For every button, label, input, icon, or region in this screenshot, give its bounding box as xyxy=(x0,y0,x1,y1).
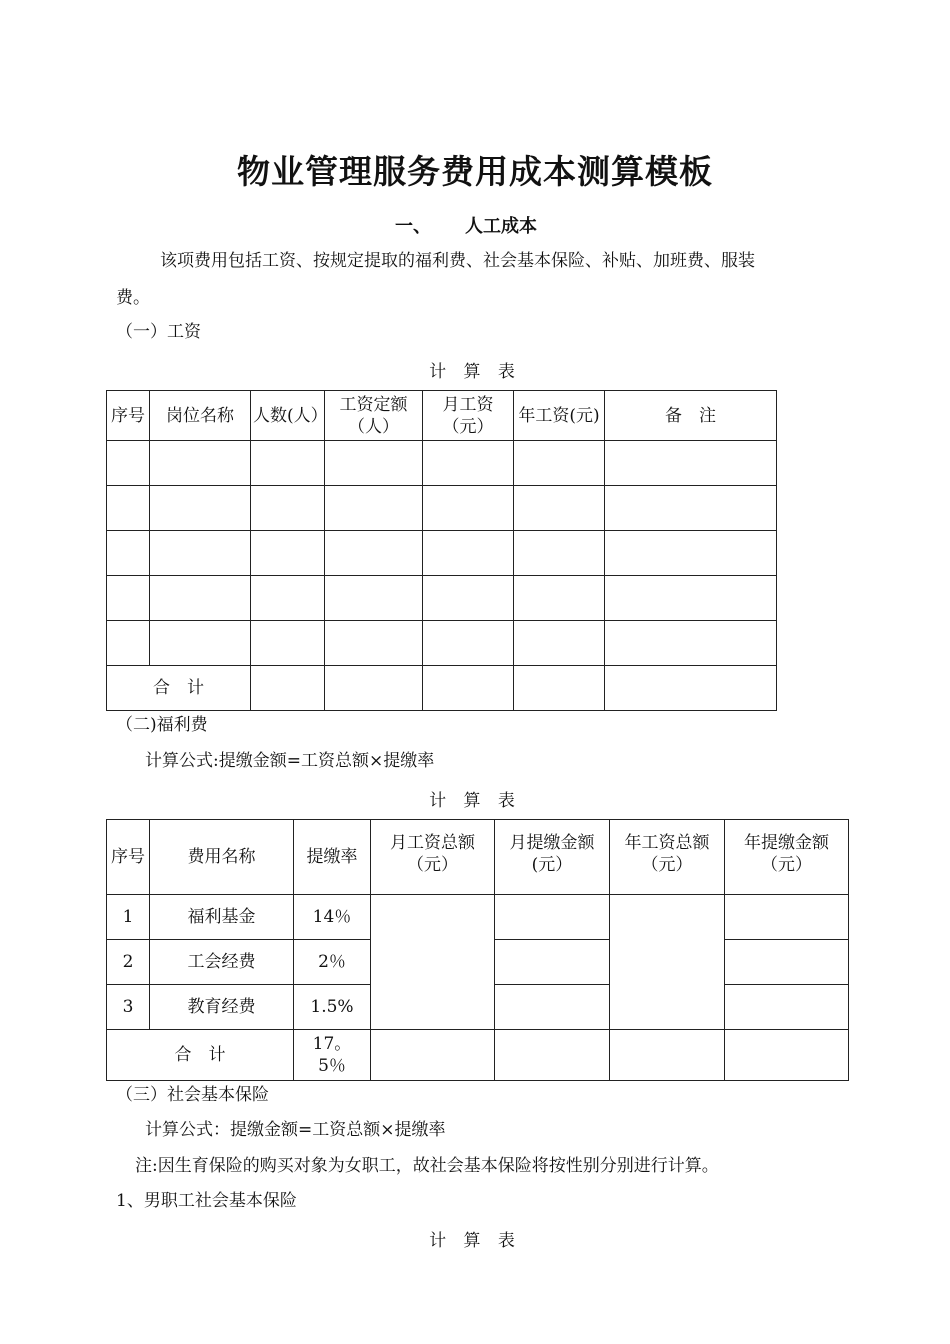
header-cell: 序号 xyxy=(107,391,150,441)
document-title: 物业管理服务费用成本测算模板 xyxy=(237,152,713,191)
fee-name: 工会经费 xyxy=(150,940,294,985)
header-cell: 备 注 xyxy=(605,391,777,441)
total-label: 合 计 xyxy=(107,1030,294,1081)
table-row xyxy=(107,441,777,486)
header-cell: 年工资总额（元） xyxy=(610,820,725,895)
table-caption-wages: 计 算 表 xyxy=(429,362,521,382)
welfare-calculation-table xyxy=(106,819,849,1081)
header-cell: 序号 xyxy=(107,820,150,895)
contribution-rate: 14％ xyxy=(294,895,371,940)
header-cell: 月工资总额（元） xyxy=(371,820,495,895)
total-label: 合 计 xyxy=(107,666,251,711)
table-row xyxy=(107,621,777,666)
subsection-welfare: （二)福利费 xyxy=(116,715,208,735)
header-cell: 提缴率 xyxy=(294,820,371,895)
header-cell: 工资定额（人） xyxy=(325,391,423,441)
header-cell: 人数(人） xyxy=(251,391,325,441)
header-cell: 月提缴金额(元） xyxy=(495,820,610,895)
wage-calculation-table xyxy=(106,390,777,711)
table-header-row xyxy=(107,391,777,441)
item-male-insurance: 1、男职工社会基本保险 xyxy=(116,1191,297,1211)
total-rate: 17。5％ xyxy=(294,1030,371,1081)
fee-name: 福利基金 xyxy=(150,895,294,940)
table-row xyxy=(107,576,777,621)
section-title: 人工成本 xyxy=(465,216,537,237)
row-number: 1 xyxy=(107,895,150,940)
table-row xyxy=(107,486,777,531)
table-total-row xyxy=(107,1030,849,1081)
contribution-rate: 1.5% xyxy=(294,985,371,1030)
header-cell: 月工资（元） xyxy=(423,391,514,441)
intro-paragraph-line1: 该项费用包括工资、按规定提取的福利费、社会基本保险、补贴、加班费、服装 xyxy=(160,251,755,271)
subsection-social-insurance: （三）社会基本保险 xyxy=(116,1085,269,1105)
table-total-row xyxy=(107,666,777,711)
formula-social-insurance: 计算公式：提缴金额=工资总额×提缴率 xyxy=(145,1120,446,1140)
header-cell: 岗位名称 xyxy=(150,391,251,441)
intro-paragraph-line2: 费。 xyxy=(116,288,150,308)
table-row xyxy=(107,531,777,576)
table-caption-insurance: 计 算 表 xyxy=(429,1231,521,1251)
header-cell: 费用名称 xyxy=(150,820,294,895)
header-cell: 年工资(元) xyxy=(514,391,605,441)
formula-welfare: 计算公式:提缴金额=工资总额×提缴率 xyxy=(145,751,435,771)
row-number: 3 xyxy=(107,985,150,1030)
note-social-insurance: 注:因生育保险的购买对象为女职工，故社会基本保险将按性别分别进行计算。 xyxy=(135,1156,719,1176)
table-header-row xyxy=(107,820,849,895)
contribution-rate: 2％ xyxy=(294,940,371,985)
row-number: 2 xyxy=(107,940,150,985)
header-cell: 年提缴金额（元） xyxy=(725,820,849,895)
fee-name: 教育经费 xyxy=(150,985,294,1030)
subsection-wages: （一）工资 xyxy=(116,322,201,342)
section-number: 一、 xyxy=(395,216,431,237)
section-heading xyxy=(395,212,537,238)
table-caption-welfare: 计 算 表 xyxy=(429,791,521,811)
table-row xyxy=(107,895,849,940)
